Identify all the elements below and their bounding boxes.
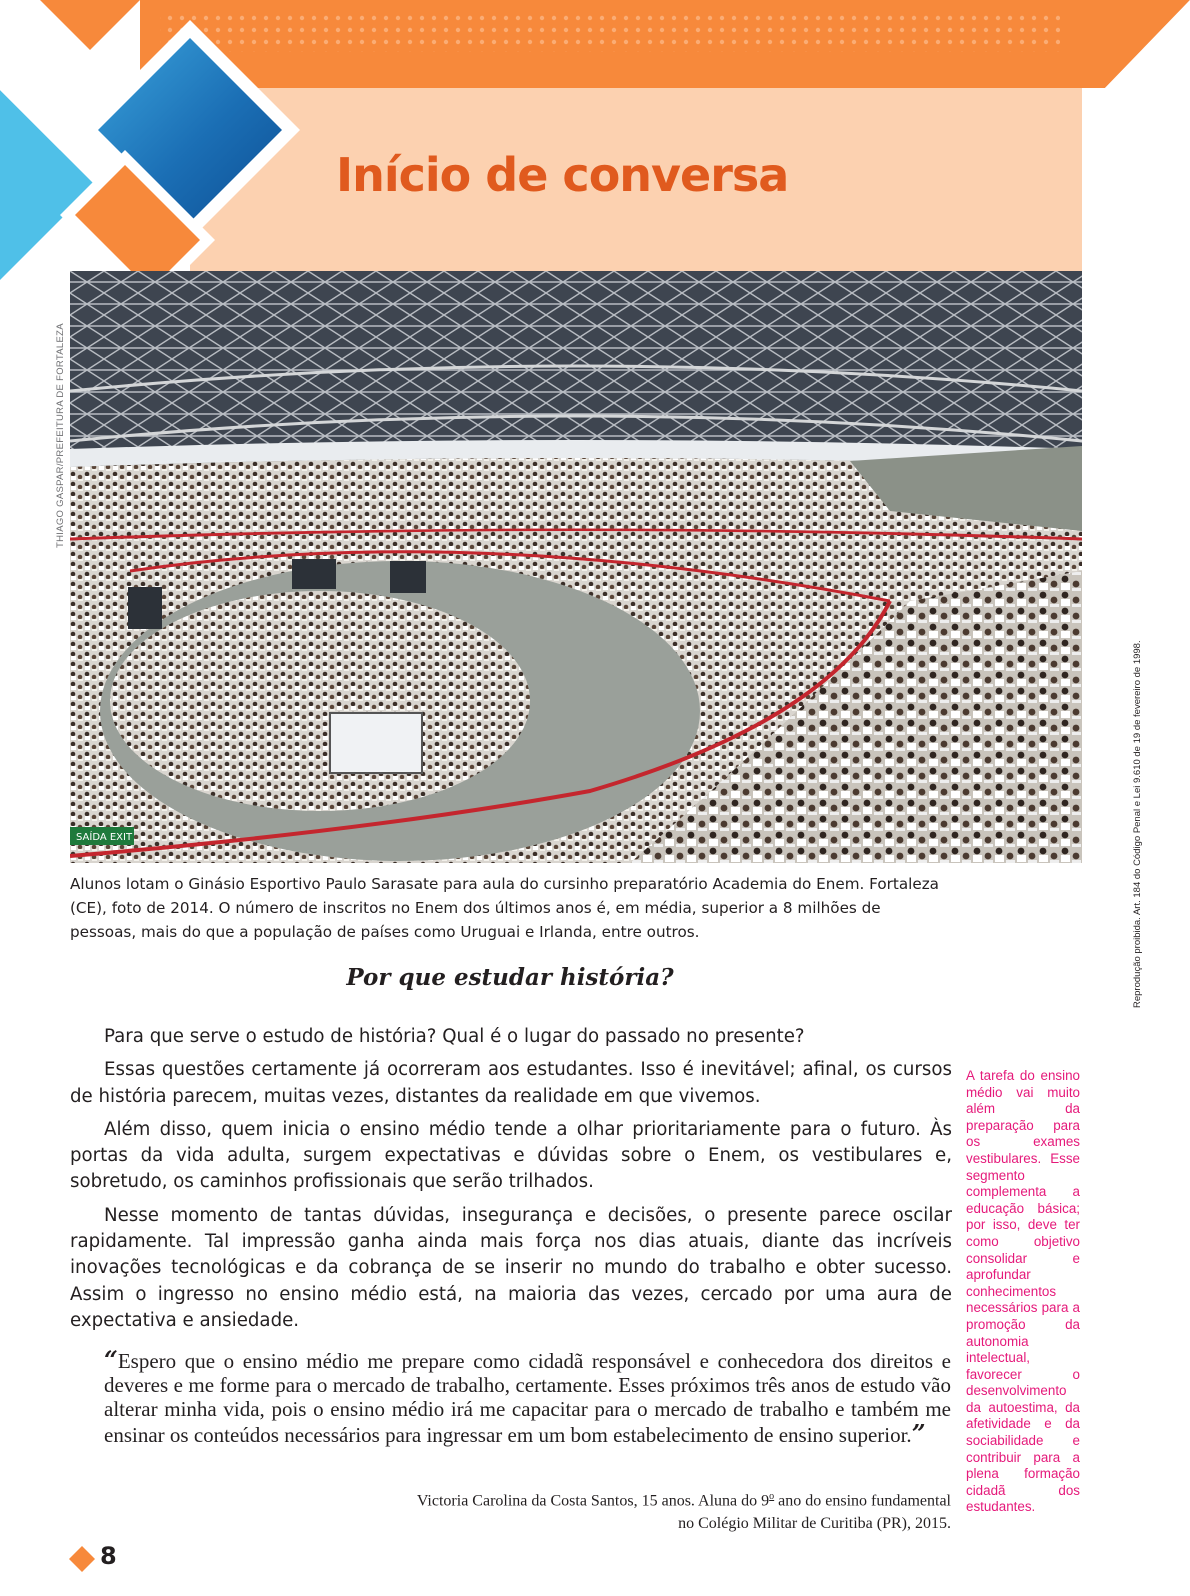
section-heading: Por que estudar história? bbox=[346, 964, 674, 991]
attribution-line1-a: Victoria Carolina da Costa Santos, 15 anos. Aluna do 9 bbox=[416, 1492, 770, 1510]
attribution-line2: no Colégio Militar de Curitiba (PR), 2015. bbox=[678, 1514, 951, 1532]
quote-text: Espero que o ensino médio me prepare como cidadã responsável e conhecedora dos direitos e deveres e me forme para o mercado de trabalho, certamente. Esses próximos três anos de estudo vão alterar minha vida, pois o ensino médio irá me capacitar para o mercado de trabalho e também me ensinar os conteúdos necessários para ingressar em um bom estabelecimento de ensino superior. bbox=[104, 1349, 951, 1447]
teacher-side-note: A tarefa do ensino médio vai muito além da preparação para os exames vestibulares. Esse segmento complementa a educação básica; por isso, deve ter como objetivo consolidar e aprofundar conhecimentos necessários para a promoção da autonomia intelectual, favorecer o desenvolvimento da autoestima, da afetividade e da sociabilidade e contribuir para a plena formação cidadã dos estudantes. bbox=[966, 1068, 1080, 1515]
paragraph: Além disso, quem inicia o ensino médio tende a olhar prioritariamente para o futuro. Às portas da vida adulta, surgem expectativas e dúvidas sobre o Enem, os vestibulares e, sobretudo, os caminhos profissionais que serão trilhados. bbox=[70, 1118, 952, 1193]
paragraph: Para que serve o estudo de história? Qual é o lugar do passado no presente? bbox=[104, 1026, 805, 1047]
photo-credit: THIAGO GASPAR/PREFEITURA DE FORTALEZA bbox=[55, 323, 66, 548]
photo-caption: Alunos lotam o Ginásio Esportivo Paulo Sarasate para aula do cursinho preparatório Academia do Enem. Fortaleza (CE), foto de 2014. O número de inscritos no Enem dos últimos anos é, em média, superior a 8 milhões de pessoas, mais do que a população de países como Uruguai e Irlanda, entre outros. bbox=[70, 875, 939, 941]
gymnasium-photo bbox=[70, 271, 1082, 863]
attribution-line1-b: ano do ensino fundamental bbox=[774, 1492, 951, 1510]
page-title: Início de conversa bbox=[336, 148, 789, 202]
paragraph: Essas questões certamente já ocorreram aos estudantes. Isso é inevitável; afinal, os cursos de história parecem, muitas vezes, distantes da realidade em que vivemos. bbox=[70, 1059, 952, 1107]
attribution-ordinal: o bbox=[769, 1491, 775, 1502]
page-marker-diamond-icon bbox=[68, 1545, 96, 1573]
paragraph: Nesse momento de tantas dúvidas, insegurança e decisões, o presente parece oscilar rapidamente. Tal impressão ganha ainda mais força nos dias atuais, diante das incríveis inovações tecnológicas e da cobrança de se inserir no mundo do trabalho e obter sucesso. Assim o ingresso no ensino médio está, na maioria das vezes, cercado por uma aura de expectativa e ansiedade. bbox=[70, 1204, 952, 1331]
body-text bbox=[70, 1024, 952, 1341]
legal-note: Reprodução proibida. Art. 184 do Código Penal e Lei 9.610 de 19 de fevereiro de 1998. bbox=[1132, 640, 1143, 1008]
page-number: 8 bbox=[100, 1542, 117, 1570]
quote-attribution bbox=[250, 1486, 951, 1535]
open-quote-mark: “ bbox=[104, 1345, 118, 1374]
close-quote-mark: ” bbox=[911, 1418, 926, 1448]
exit-sign: SAÍDA EXIT bbox=[76, 832, 133, 843]
student-quote bbox=[104, 1345, 951, 1448]
